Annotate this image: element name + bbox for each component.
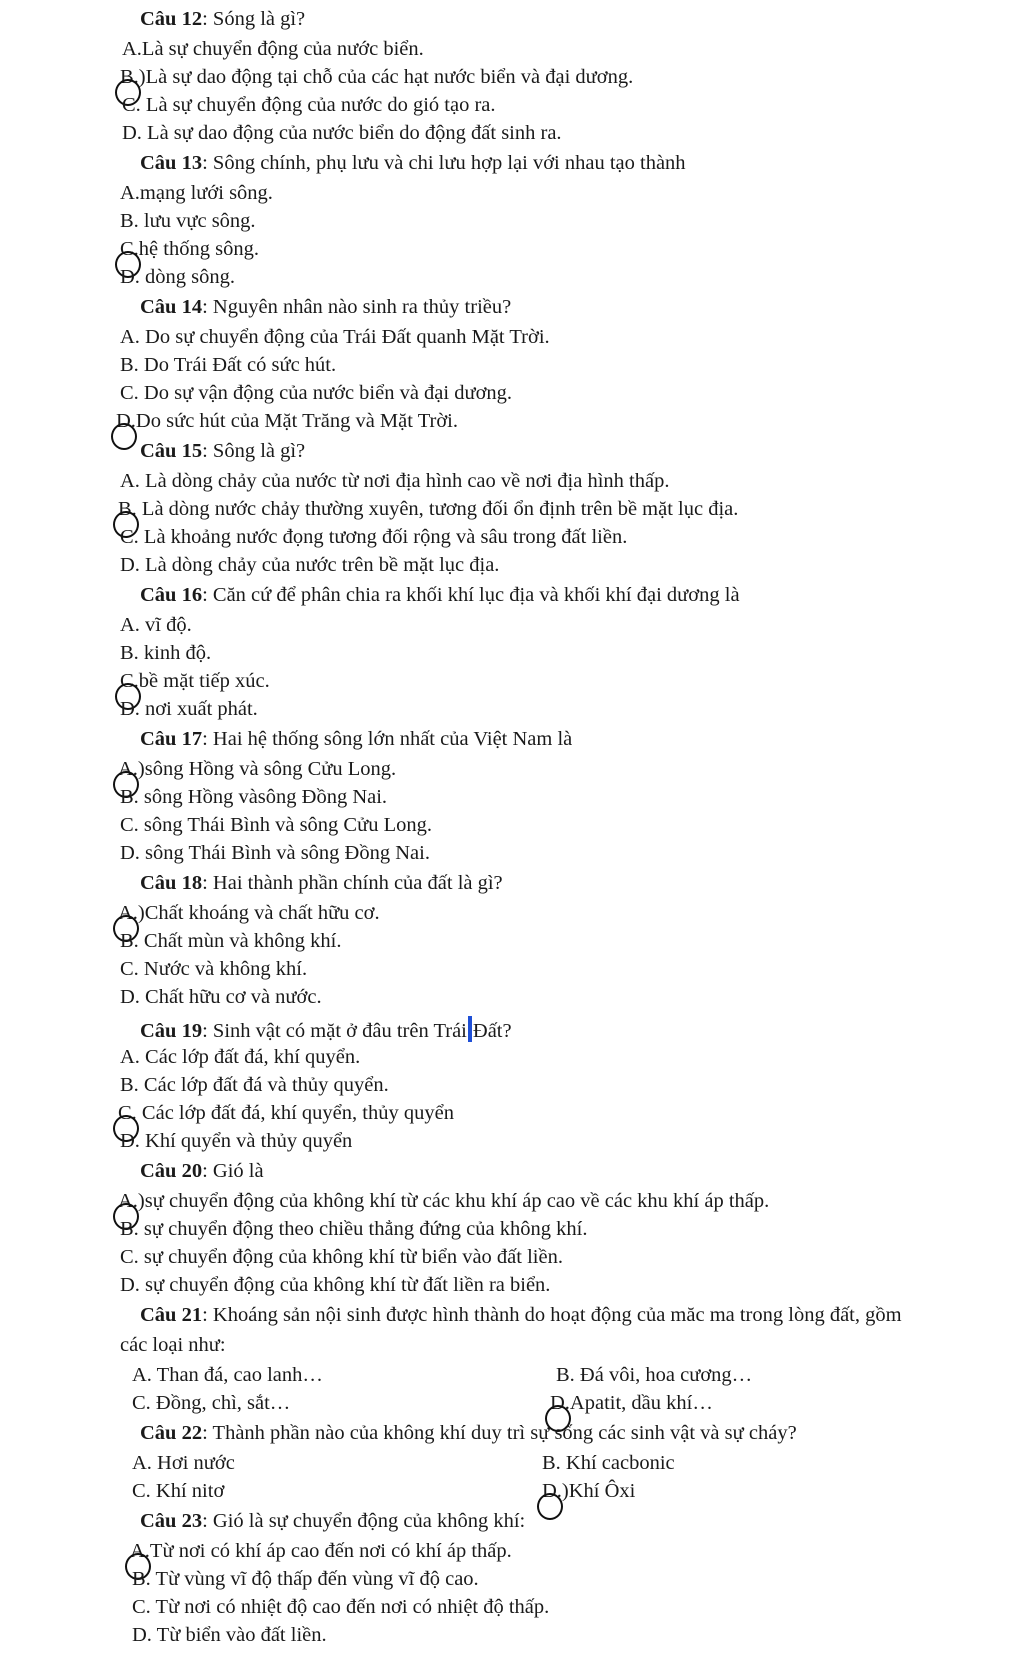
option-c: C.bề mặt tiếp xúc. — [120, 670, 270, 693]
option-c: C. Các lớp đất đá, khí quyển, thủy quyển — [118, 1102, 454, 1125]
question-12 — [140, 8, 305, 31]
option-c: C. Nước và không khí. — [120, 958, 308, 980]
option-d: D. sự chuyển động của không khí từ đất liền ra biển. — [120, 1274, 551, 1296]
option-d: D. Là dòng chảy của nước trên bề mặt lục địa. — [120, 554, 500, 576]
option-a: A. Các lớp đất đá, khí quyển. — [120, 1046, 361, 1068]
option-b: B. Từ vùng vĩ độ thấp đến vùng vĩ độ cao. — [132, 1568, 479, 1590]
option-d: D. Từ biển vào đất liền. — [132, 1624, 327, 1646]
option-d: D. sông Thái Bình và sông Đồng Nai. — [120, 842, 430, 864]
text-cursor — [468, 1016, 472, 1042]
option-b: B. Khí cacbonic — [542, 1452, 675, 1474]
option-b: B. Đá vôi, hoa cương… — [556, 1364, 753, 1386]
option-d: D. dòng sông. — [120, 266, 236, 288]
option-a: A. Là dòng chảy của nước từ nơi địa hình cao về nơi địa hình thấp. — [120, 470, 670, 492]
option-b: B. Do Trái Đất có sức hút. — [120, 354, 337, 376]
option-d: D.Do sức hút của Mặt Trăng và Mặt Trời. — [116, 410, 458, 433]
option-d: D. Khí quyển và thủy quyển — [120, 1130, 353, 1152]
question-21-continued: các loại như: — [120, 1334, 226, 1356]
option-d: D. nơi xuất phát. — [120, 698, 258, 720]
option-a: A. Than đá, cao lanh… — [132, 1364, 323, 1386]
option-b: B. Chất mùn và không khí. — [120, 930, 342, 952]
answer-circle — [537, 1493, 563, 1520]
option-c: C. sông Thái Bình và sông Cửu Long. — [120, 814, 432, 836]
question-21: Câu 21: Khoáng sản nội sinh được hình thành do hoạt động của măc ma trong lòng đất, gồm — [140, 1304, 902, 1326]
question-14: Câu 14: Nguyên nhân nào sinh ra thủy triều? — [140, 296, 512, 318]
option-b: B. Các lớp đất đá và thủy quyển. — [120, 1074, 389, 1096]
option-a: A.mạng lưới sông. — [120, 182, 273, 204]
question-17: Câu 17: Hai hệ thống sông lớn nhất của Việt Nam là — [140, 728, 573, 750]
option-d: D.)Khí Ôxi — [542, 1480, 635, 1503]
option-c: C.hệ thống sông. — [120, 238, 259, 261]
answer-circle — [111, 423, 137, 450]
question-15: Câu 15: Sông là gì? — [140, 440, 306, 462]
option-c: C. sự chuyển động của không khí từ biển vào đất liền. — [120, 1246, 563, 1268]
option-c: C. Do sự vận động của nước biển và đại dương. — [120, 382, 513, 404]
option-b: B. Là dòng nước chảy thường xuyên, tương đối ổn định trên bề mặt lục địa. — [118, 498, 738, 521]
option-a: A.)sự chuyển động của không khí từ các khu khí áp cao về các khu khí áp thấp. — [118, 1190, 769, 1213]
question-16: Câu 16: Căn cứ để phân chia ra khối khí lục địa và khối khí đại dương là — [140, 584, 740, 606]
option-c: C. Đồng, chì, sắt… — [132, 1392, 291, 1414]
option-b: B. kinh độ. — [120, 642, 212, 664]
question-20: Câu 20: Gió là — [140, 1160, 264, 1182]
question-13: Câu 13: Sông chính, phụ lưu và chi lưu hợp lại với nhau tạo thành — [140, 152, 686, 174]
option-c: C. Là sự chuyển động của nước do gió tạo ra. — [122, 94, 496, 116]
option-c: C. Từ nơi có nhiệt độ cao đến nơi có nhiệt độ thấp. — [132, 1596, 550, 1618]
option-a: A. Do sự chuyển động của Trái Đất quanh Mặt Trời. — [120, 326, 550, 348]
option-d: D. Là sự dao động của nước biển do động đất sinh ra. — [122, 122, 562, 144]
option-a: A.)Chất khoáng và chất hữu cơ. — [118, 902, 380, 925]
question-23: Câu 23: Gió là sự chuyển động của không khí: — [140, 1510, 526, 1532]
option-b: B. lưu vực sông. — [120, 210, 256, 232]
option-a: A.Từ nơi có khí áp cao đến nơi có khí áp thấp. — [130, 1540, 512, 1563]
option-c: C. Là khoảng nước đọng tương đối rộng và sâu trong đất liền. — [120, 526, 628, 548]
question-text: : Sóng là gì? — [202, 8, 306, 30]
option-a: A. vĩ độ. — [120, 614, 192, 636]
option-a: A.Là sự chuyển động của nước biển. — [122, 38, 424, 60]
option-c: C. Khí nitơ — [132, 1480, 225, 1502]
option-d: D. Chất hữu cơ và nước. — [120, 986, 322, 1008]
option-a: A.)sông Hồng và sông Cửu Long. — [118, 758, 396, 781]
option-d: D.Apatit, dầu khí… — [550, 1392, 713, 1415]
option-b: B.)Là sự dao động tại chỗ của các hạt nước biển và đại dương. — [120, 66, 633, 89]
question-18: Câu 18: Hai thành phần chính của đất là gì? — [140, 872, 503, 894]
question-22: Câu 22: Thành phần nào của không khí duy trì sự sống các sinh vật và sự cháy? — [140, 1422, 797, 1444]
question-label: Câu 12 — [140, 8, 203, 30]
option-b: B. sự chuyển động theo chiều thẳng đứng của không khí. — [120, 1218, 588, 1240]
question-19: Câu 19: Sinh vật có mặt ở đâu trên Trái Đất? — [140, 1016, 512, 1043]
option-a: A. Hơi nước — [132, 1452, 235, 1474]
option-b: B. sông Hồng vàsông Đồng Nai. — [120, 786, 388, 808]
